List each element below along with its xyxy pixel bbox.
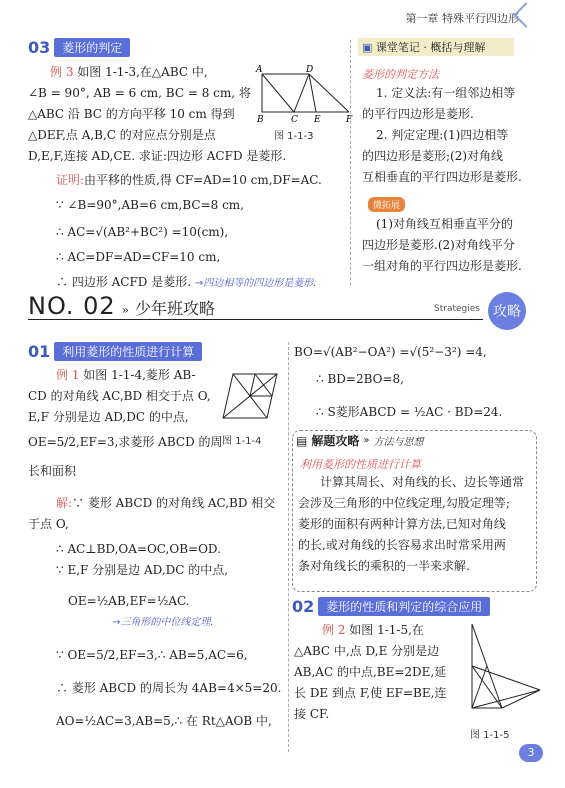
solution-line: ∴ AC⊥BD,OA=OC,OB=OD. [56, 542, 221, 556]
example-label: 例 1 [56, 368, 80, 382]
section-02-heading [292, 597, 490, 616]
strategy-badge: 攻略 [488, 292, 526, 330]
figure-caption: 图 1-1-4 [222, 436, 262, 447]
no02-banner [28, 292, 215, 320]
figure-label: A [256, 65, 263, 75]
note-line: 的平行四边形是菱形. [362, 107, 474, 121]
figure-1-1-5 [460, 620, 545, 720]
example-text-line: △ABC 中,点 D,E 分别是边 [294, 644, 440, 658]
strategy-topic: 利用菱形的性质进行计算 [300, 458, 421, 471]
note-line: 1. 定义法:有一组邻边相等 [376, 86, 516, 100]
section-title: 菱形的判定 [54, 38, 130, 57]
handwritten-note: →四边相等的四边形是菱形. [194, 278, 317, 289]
solution-line: OE=½AB,EF=½AC. [68, 594, 190, 608]
example-label: 例 3 [50, 65, 74, 79]
no02-title: NO. 02 [28, 292, 116, 320]
example-text-line: CD 的对角线 AC,BD 相交于点 O, [28, 389, 211, 403]
banner-rule [28, 319, 483, 320]
example-text-line: D,E,F,连接 AD,CE. 求证:四边形 ACFD 是菱形. [28, 149, 287, 163]
strategy-body [298, 472, 534, 577]
example-1 [28, 365, 223, 482]
example-text-line: OE=5/2,EF=3,求菱形 ABCD 的周 [28, 435, 223, 449]
example-text-line: 如图 1-1-5,在 [349, 623, 424, 637]
handwritten-note: →三角形的中位线定理. [112, 617, 214, 628]
double-chevron-icon: » [363, 435, 370, 446]
figure-caption: 图 1-1-5 [470, 730, 510, 741]
strategy-line: 会涉及三角形的中位线定理,勾股定理等; [298, 496, 510, 510]
note-line: 互相垂直的平行四边形是菱形. [362, 170, 522, 184]
section-number: 01 [28, 342, 51, 361]
example-text-line: 长和面积 [28, 464, 77, 478]
solution-line: ∴ S菱形ABCD = ½AC · BD=24. [316, 405, 503, 419]
strategy-line: 计算其周长、对角线的长、边长等通常 [320, 475, 525, 489]
solution-line: ∴ 菱形 ABCD 的周长为 4AB=4×5=20. [56, 681, 282, 695]
no02-subtitle: 少年班攻略 [135, 299, 216, 318]
section-03-heading [28, 38, 130, 57]
example-2 [294, 620, 464, 725]
example-3 [28, 62, 287, 167]
strategy-header [296, 432, 423, 449]
column-divider [288, 342, 289, 752]
chapter-header: 第一章 特殊平行四边形 [405, 12, 519, 25]
example-text-line: 如图 1-1-3,在△ABC 中, [77, 65, 208, 79]
column-divider [350, 40, 351, 285]
proof-line: ∵ ∠B=90°,AB=6 cm,BC=8 cm, [56, 198, 245, 212]
solution-continued [294, 342, 534, 423]
notes-icon: ▣ [362, 41, 373, 54]
example-label: 例 2 [322, 623, 346, 637]
notes-subtitle: 菱形的判定方法 [362, 68, 439, 81]
notes-title: 课堂笔记 · 概括与理解 [375, 41, 486, 54]
figure-label: E [314, 115, 321, 124]
solution-line: ∵ 菱形 ABCD 的对角线 AC,BD 相交 [72, 496, 276, 510]
example-text-line: 接 CF. [294, 707, 330, 721]
figure-1-1-4 [215, 368, 285, 428]
figure-1-1-3 [254, 62, 354, 124]
solution-line: 于点 O, [28, 517, 69, 531]
figure-label: C [291, 115, 298, 124]
solution-line: ∴ BD=2BO=8, [316, 372, 404, 386]
strategy-line: 条对角线长的乘积的一半来求解. [298, 559, 470, 573]
section-title: 菱形的性质和判定的综合应用 [318, 597, 490, 616]
strategy-title: 解题攻略 [311, 434, 360, 448]
figure-label: F [346, 115, 353, 124]
solution-label: 解: [56, 496, 73, 510]
strategy-subtitle: 方法与思想 [373, 437, 424, 448]
micro-extension-tag: 微拓展 [368, 197, 405, 212]
extension-body [362, 214, 530, 277]
section-number: 02 [292, 597, 315, 616]
solution-line: ∵ E,F 分别是边 AD,DC 的中点, [56, 563, 229, 577]
example-text-line: △ABC 沿 BC 的方向平移 10 cm 得到 [28, 107, 235, 121]
strategy-line: 菱形的面积有两种计算方法,已知对角线 [298, 517, 506, 531]
example-text-line: ∠B = 90°, AB = 6 cm, BC = 8 cm, 将 [28, 86, 251, 100]
notes-body [362, 83, 530, 188]
proof-line: ∴ AC=DF=AD=CF=10 cm, [56, 250, 221, 264]
solution-line: BO=√(AB²−OA²) =√(5²−3²) =4, [294, 345, 487, 359]
class-notes-header [358, 38, 514, 56]
double-chevron-icon: » [121, 303, 130, 317]
extension-line: 四边形是菱形.(2)对角线平分 [362, 238, 515, 252]
example-text-line: 长 DE 到点 F,使 EF=BE,连 [294, 686, 447, 700]
proof-block [56, 170, 346, 294]
strategies-label: Strategies [434, 304, 480, 314]
note-line: 2. 判定定理:(1)四边相等 [376, 128, 509, 142]
solution-line: AO=½AC=3,AB=5,∴ 在 Rt△AOB 中, [56, 714, 272, 728]
proof-label: 证明: [56, 173, 85, 187]
page-number: 3 [519, 744, 543, 762]
note-line: 的四边形是菱形;(2)对角线 [362, 149, 504, 163]
section-number: 03 [28, 38, 51, 57]
figure-caption: 图 1-1-3 [274, 131, 314, 142]
solution-line: ∵ OE=5/2,EF=3,∴ AB=5,AC=6, [56, 648, 248, 662]
section-01-heading [28, 342, 202, 361]
extension-line: (1)对角线互相垂直平分的 [376, 217, 513, 231]
figure-label: D [306, 65, 314, 75]
proof-line: ∴ 四边形 ACFD 是菱形. [56, 275, 192, 289]
example-text-line: 如图 1-1-4,菱形 AB- [83, 368, 196, 382]
solution-block [28, 493, 291, 732]
figure-label: B [257, 115, 264, 124]
strategy-line: 的长,或对角线的长容易求出时常采用两 [298, 538, 506, 552]
extension-line: 一组对角的平行四边形是菱形. [362, 259, 522, 273]
book-icon: ▤ [296, 433, 308, 448]
proof-line: ∴ AC=√(AB²+BC²) =10(cm), [56, 225, 229, 239]
example-text-line: E,F 分别是边 AD,DC 的中点, [28, 410, 189, 424]
proof-line: 由平移的性质,得 CF=AD=10 cm,DF=AC. [84, 173, 322, 187]
example-text-line: AB,AC 的中点,BE=2DE,延 [294, 665, 447, 679]
section-title: 利用菱形的性质进行计算 [54, 342, 202, 361]
example-text-line: △DEF,点 A,B,C 的对应点分别是点 [28, 128, 216, 142]
